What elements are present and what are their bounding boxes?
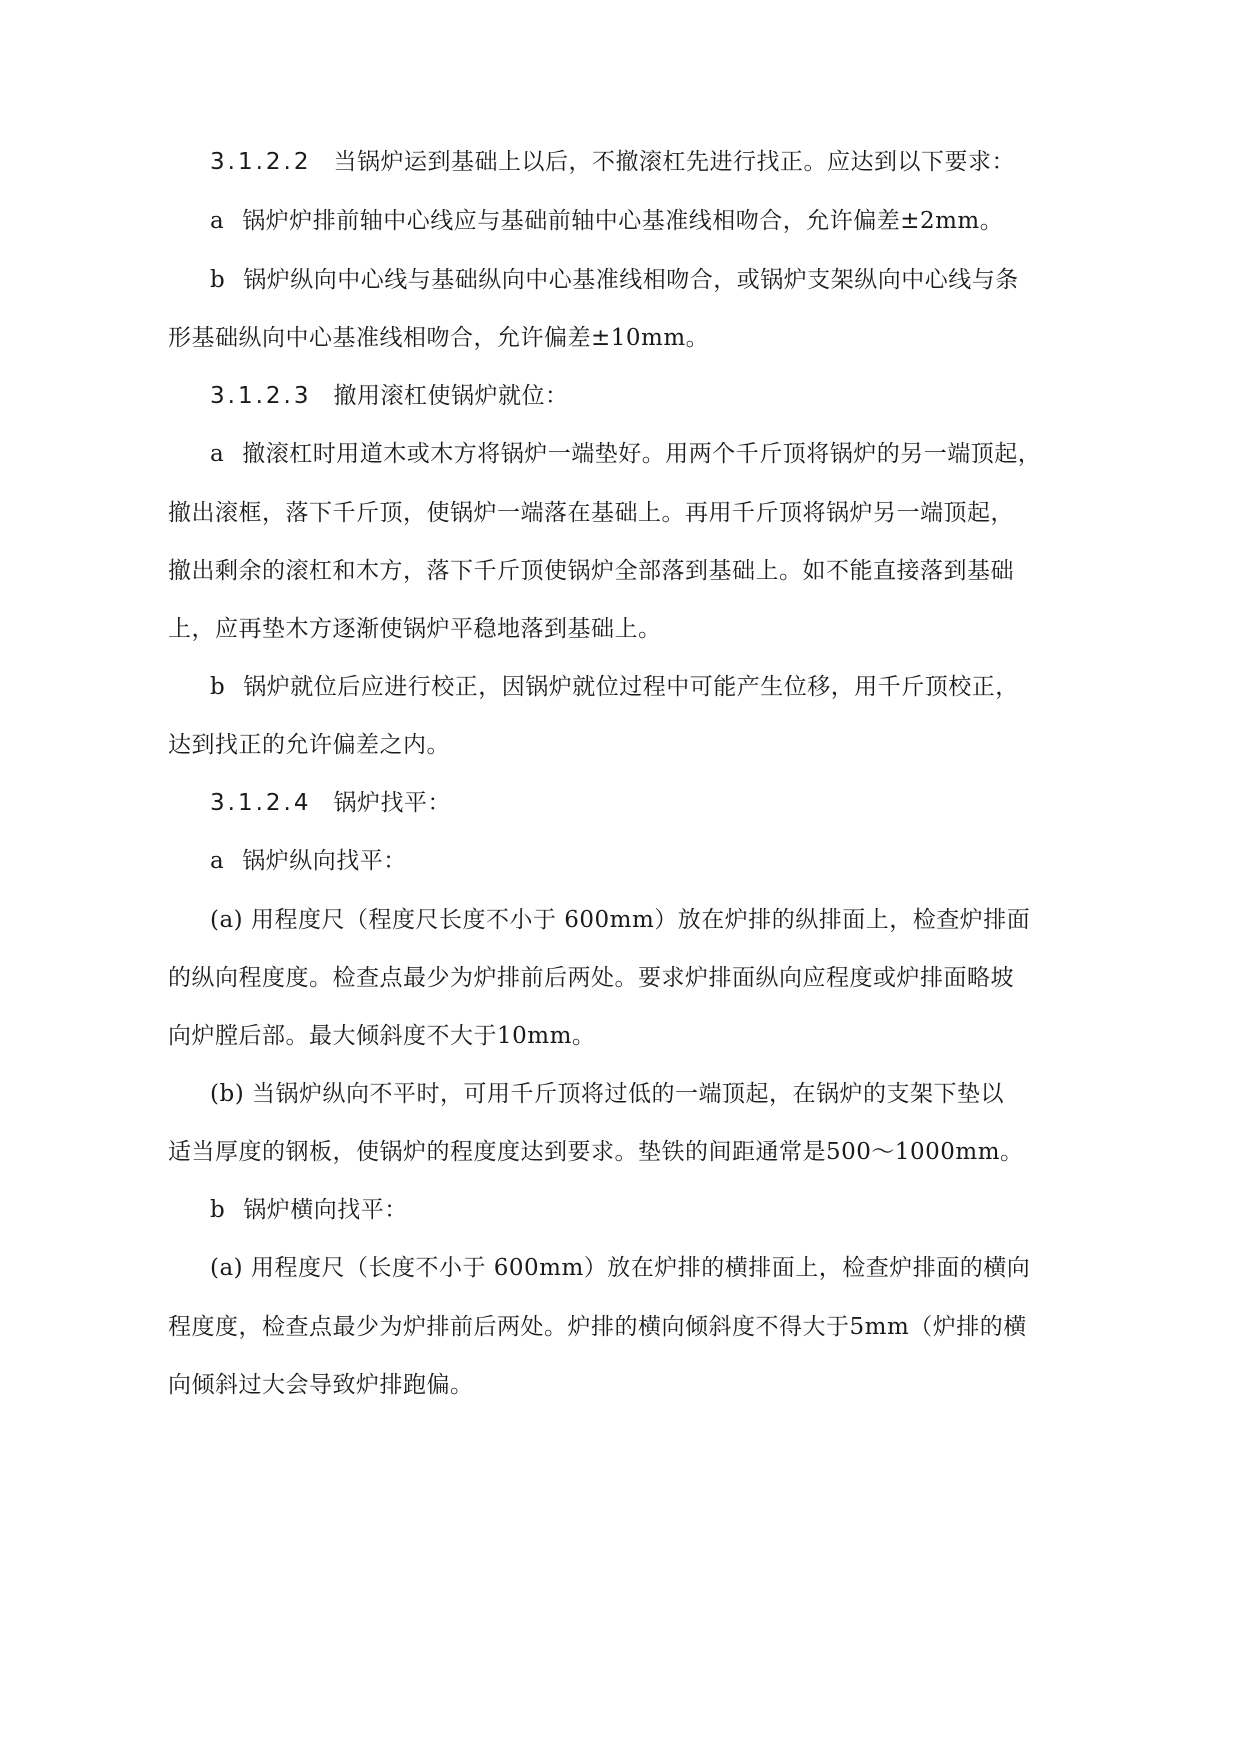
item-marker: a: [210, 848, 225, 874]
paragraph-line: [168, 498, 1014, 528]
line-text: 锅炉就位后应进行校正，因锅炉就位过程中可能产生位移，用千斤顶校正，: [243, 674, 1019, 700]
line-text: (b) 当锅炉纵向不平时，可用千斤顶将过低的一端顶起，在锅炉的支架下垫以: [210, 1081, 1004, 1107]
paragraph-line: [168, 1137, 1024, 1167]
line-text: 向炉膛后部。最大倾斜度不大于10mm。: [168, 1023, 596, 1049]
paragraph-line: [210, 788, 451, 818]
item-marker: b: [210, 674, 226, 700]
section-number: 3.1.2.4: [210, 790, 312, 816]
paragraph-line: [210, 147, 1015, 177]
line-text: 当锅炉运到基础上以后，不撤滚杠先进行找正。应达到以下要求：: [333, 149, 1015, 175]
line-text: 锅炉炉排前轴中心线应与基础前轴中心基准线相吻合，允许偏差±2mm。: [242, 208, 1004, 234]
item-marker: b: [210, 267, 226, 293]
line-text: 的纵向程度度。检查点最少为炉排前后两处。要求炉排面纵向应程度或炉排面略坡: [168, 965, 1014, 991]
paragraph-line: [210, 672, 1019, 702]
paragraph-line: [210, 1195, 408, 1225]
line-text: (a) 用程度尺（程度尺长度不小于 600mm）放在炉排的纵排面上，检查炉排面: [210, 907, 1031, 933]
line-text: 形基础纵向中心基准线相吻合，允许偏差±10mm。: [168, 325, 710, 351]
line-text: 程度度，检查点最少为炉排前后两处。炉排的横向倾斜度不得大于5mm（炉排的横: [168, 1314, 1027, 1340]
item-marker: b: [210, 1197, 226, 1223]
paragraph-line: [210, 439, 1041, 469]
paragraph-line: [210, 1079, 1004, 1109]
section-number: 3.1.2.2: [210, 149, 312, 175]
line-text: 锅炉横向找平：: [243, 1197, 408, 1223]
line-text: 向倾斜过大会导致炉排跑偏。: [168, 1372, 474, 1398]
line-text: 达到找正的允许偏差之内。: [168, 732, 450, 758]
line-text: 锅炉纵向找平：: [242, 848, 407, 874]
paragraph-line: [168, 1312, 1027, 1342]
paragraph-line: [210, 846, 407, 876]
paragraph-line: [168, 1370, 474, 1400]
item-marker: a: [210, 441, 225, 467]
paragraph-line: [168, 323, 709, 353]
line-text: 锅炉纵向中心线与基础纵向中心基准线相吻合，或锅炉支架纵向中心线与条: [243, 267, 1019, 293]
section-number: 3.1.2.3: [210, 383, 312, 409]
item-marker: a: [210, 208, 225, 234]
paragraph-line: [168, 1021, 595, 1051]
paragraph-line: [210, 206, 1003, 236]
line-text: 撤滚杠时用道木或木方将锅炉一端垫好。用两个千斤顶将锅炉的另一端顶起，: [242, 441, 1042, 467]
paragraph-line: [168, 556, 1014, 586]
line-text: 上，应再垫木方逐渐使锅炉平稳地落到基础上。: [168, 616, 662, 642]
line-text: (a) 用程度尺（长度不小于 600mm）放在炉排的横排面上，检查炉排面的横向: [210, 1255, 1031, 1281]
paragraph-line: [210, 265, 1019, 295]
line-text: 适当厚度的钢板，使锅炉的程度度达到要求。垫铁的间距通常是500～1000mm。: [168, 1139, 1024, 1165]
line-text: 撤出滚框，落下千斤顶，使锅炉一端落在基础上。再用千斤顶将锅炉另一端顶起，: [168, 500, 1014, 526]
paragraph-line: [210, 905, 1030, 935]
paragraph-line: [210, 1253, 1030, 1283]
line-text: 撤用滚杠使锅炉就位：: [333, 383, 569, 409]
line-text: 锅炉找平：: [333, 790, 451, 816]
line-text: 撤出剩余的滚杠和木方，落下千斤顶使锅炉全部落到基础上。如不能直接落到基础: [168, 558, 1014, 584]
paragraph-line: [168, 963, 1014, 993]
paragraph-line: [210, 381, 568, 411]
paragraph-line: [168, 614, 662, 644]
paragraph-line: [168, 730, 450, 760]
